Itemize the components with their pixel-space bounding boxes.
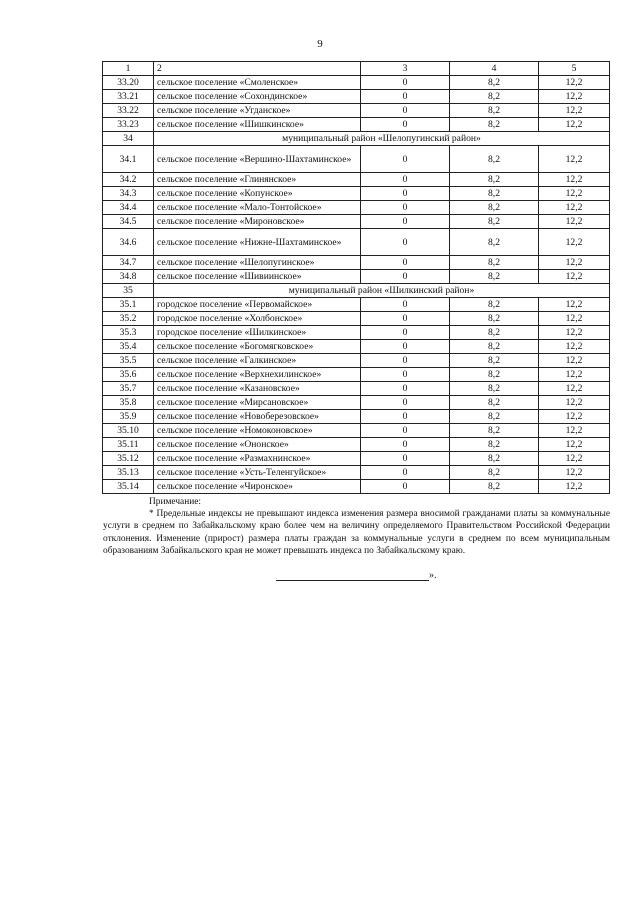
value-col-3: 0	[361, 201, 450, 215]
value-col-3: 0	[361, 90, 450, 104]
settlement-name: городское поселение «Шилкинское»	[154, 326, 361, 340]
value-col-4: 8,2	[450, 76, 539, 90]
value-col-3: 0	[361, 104, 450, 118]
row-number: 33.20	[103, 76, 154, 90]
value-col-5: 12,2	[539, 326, 610, 340]
value-col-3: 0	[361, 452, 450, 466]
value-col-3: 0	[361, 270, 450, 284]
value-col-3: 0	[361, 354, 450, 368]
row-number: 34.7	[103, 256, 154, 270]
table-row	[103, 298, 610, 312]
value-col-5: 12,2	[539, 229, 610, 256]
table-row	[103, 382, 610, 396]
value-col-4: 8,2	[450, 438, 539, 452]
value-col-5: 12,2	[539, 146, 610, 173]
row-number: 35.13	[103, 466, 154, 480]
value-col-3: 0	[361, 424, 450, 438]
row-number: 35.1	[103, 298, 154, 312]
table-row	[103, 480, 610, 494]
value-col-4: 8,2	[450, 173, 539, 187]
value-col-4: 8,2	[450, 104, 539, 118]
district-row	[103, 132, 610, 146]
value-col-4: 8,2	[450, 340, 539, 354]
settlement-name: сельское поселение «Угданское»	[154, 104, 361, 118]
value-col-3: 0	[361, 229, 450, 256]
header-col-3: 3	[361, 62, 450, 76]
value-col-5: 12,2	[539, 173, 610, 187]
table-row	[103, 466, 610, 480]
value-col-5: 12,2	[539, 201, 610, 215]
value-col-3: 0	[361, 187, 450, 201]
value-col-3: 0	[361, 438, 450, 452]
header-col-1: 1	[103, 62, 154, 76]
value-col-5: 12,2	[539, 438, 610, 452]
value-col-3: 0	[361, 326, 450, 340]
settlement-name: сельское поселение «Мирсановское»	[154, 396, 361, 410]
settlement-name: сельское поселение «Казановское»	[154, 382, 361, 396]
settlement-name: сельское поселение «Сохондинское»	[154, 90, 361, 104]
settlement-name: сельское поселение «Копунское»	[154, 187, 361, 201]
value-col-5: 12,2	[539, 382, 610, 396]
value-col-4: 8,2	[450, 424, 539, 438]
table-row	[103, 118, 610, 132]
table-row	[103, 340, 610, 354]
settlement-name: сельское поселение «Шивиинское»	[154, 270, 361, 284]
settlement-name: сельское поселение «Нижне-Шахтаминское»	[154, 229, 361, 256]
value-col-3: 0	[361, 368, 450, 382]
table-row	[103, 312, 610, 326]
value-col-5: 12,2	[539, 256, 610, 270]
district-number: 34	[103, 132, 154, 146]
value-col-3: 0	[361, 215, 450, 229]
settlement-name: сельское поселение «Усть-Теленгуйское»	[154, 466, 361, 480]
table-row	[103, 173, 610, 187]
value-col-4: 8,2	[450, 382, 539, 396]
row-number: 35.12	[103, 452, 154, 466]
settlement-name: сельское поселение «Глинянское»	[154, 173, 361, 187]
value-col-3: 0	[361, 312, 450, 326]
district-row	[103, 284, 610, 298]
table-header-row	[103, 62, 610, 76]
note-label: Примечание:	[149, 497, 202, 507]
value-col-5: 12,2	[539, 298, 610, 312]
value-col-4: 8,2	[450, 354, 539, 368]
row-number: 34.8	[103, 270, 154, 284]
value-col-5: 12,2	[539, 424, 610, 438]
value-col-3: 0	[361, 396, 450, 410]
row-number: 35.14	[103, 480, 154, 494]
table-row	[103, 410, 610, 424]
settlement-name: сельское поселение «Новоберезовское»	[154, 410, 361, 424]
value-col-5: 12,2	[539, 340, 610, 354]
value-col-5: 12,2	[539, 354, 610, 368]
value-col-3: 0	[361, 480, 450, 494]
row-number: 35.8	[103, 396, 154, 410]
value-col-4: 8,2	[450, 368, 539, 382]
closing-line	[276, 570, 437, 581]
table-row	[103, 104, 610, 118]
row-number: 35.3	[103, 326, 154, 340]
settlement-name: сельское поселение «Богомягковское»	[154, 340, 361, 354]
value-col-5: 12,2	[539, 312, 610, 326]
row-number: 35.2	[103, 312, 154, 326]
page-number: 9	[317, 38, 323, 50]
note-block	[103, 496, 610, 557]
table-row	[103, 326, 610, 340]
closing-mark: ».	[429, 570, 437, 581]
row-number: 33.21	[103, 90, 154, 104]
row-number: 35.11	[103, 438, 154, 452]
row-number: 34.5	[103, 215, 154, 229]
value-col-5: 12,2	[539, 76, 610, 90]
value-col-5: 12,2	[539, 410, 610, 424]
value-col-4: 8,2	[450, 187, 539, 201]
table-row	[103, 90, 610, 104]
header-col-5: 5	[539, 62, 610, 76]
settlement-name: сельское поселение «Ононское»	[154, 438, 361, 452]
settlement-name: сельское поселение «Шелопугинское»	[154, 256, 361, 270]
value-col-3: 0	[361, 256, 450, 270]
settlement-name: сельское поселение «Смоленское»	[154, 76, 361, 90]
value-col-5: 12,2	[539, 480, 610, 494]
row-number: 35.7	[103, 382, 154, 396]
settlement-name: сельское поселение «Вершино-Шахтаминское»	[154, 146, 361, 173]
value-col-4: 8,2	[450, 229, 539, 256]
table-row	[103, 146, 610, 173]
note-text: * Предельные индексы не превышают индекса изменения размера вносимой гражданами платы за коммунальные услуги в среднем по Забайкальскому краю более чем на величину определяемого Правительством Российской Федерации отклонения. Изменение (прирост) размера платы граждан за коммунальные услуги в среднем по всем муниципальным образованиям Забайкальского края не может превышать индекса по Забайкальскому краю.	[103, 509, 610, 556]
table-row	[103, 368, 610, 382]
row-number: 34.4	[103, 201, 154, 215]
settlement-name: сельское поселение «Верхнехилинское»	[154, 368, 361, 382]
value-col-5: 12,2	[539, 368, 610, 382]
settlement-name: сельское поселение «Номоконовское»	[154, 424, 361, 438]
value-col-4: 8,2	[450, 298, 539, 312]
table-row	[103, 76, 610, 90]
value-col-3: 0	[361, 146, 450, 173]
value-col-4: 8,2	[450, 466, 539, 480]
row-number: 33.22	[103, 104, 154, 118]
value-col-5: 12,2	[539, 466, 610, 480]
value-col-4: 8,2	[450, 118, 539, 132]
value-col-5: 12,2	[539, 452, 610, 466]
row-number: 35.4	[103, 340, 154, 354]
value-col-3: 0	[361, 466, 450, 480]
table-row	[103, 229, 610, 256]
value-col-4: 8,2	[450, 90, 539, 104]
settlement-name: сельское поселение «Шишкинское»	[154, 118, 361, 132]
settlement-name: сельское поселение «Галкинское»	[154, 354, 361, 368]
table-row	[103, 215, 610, 229]
table-row	[103, 438, 610, 452]
value-col-3: 0	[361, 173, 450, 187]
value-col-3: 0	[361, 298, 450, 312]
row-number: 35.10	[103, 424, 154, 438]
value-col-4: 8,2	[450, 396, 539, 410]
row-number: 35.9	[103, 410, 154, 424]
settlement-name: сельское поселение «Мало-Тонтойское»	[154, 201, 361, 215]
value-col-5: 12,2	[539, 396, 610, 410]
row-number: 34.2	[103, 173, 154, 187]
value-col-5: 12,2	[539, 270, 610, 284]
value-col-5: 12,2	[539, 187, 610, 201]
value-col-4: 8,2	[450, 480, 539, 494]
value-col-4: 8,2	[450, 452, 539, 466]
header-col-2: 2	[154, 62, 361, 76]
row-number: 34.6	[103, 229, 154, 256]
district-number: 35	[103, 284, 154, 298]
table-body	[103, 62, 610, 494]
value-col-4: 8,2	[450, 215, 539, 229]
value-col-5: 12,2	[539, 104, 610, 118]
value-col-3: 0	[361, 118, 450, 132]
row-number: 35.5	[103, 354, 154, 368]
row-number: 35.6	[103, 368, 154, 382]
settlement-name: городское поселение «Первомайское»	[154, 298, 361, 312]
value-col-5: 12,2	[539, 118, 610, 132]
settlement-name: городское поселение «Холбонское»	[154, 312, 361, 326]
table-row	[103, 424, 610, 438]
value-col-4: 8,2	[450, 312, 539, 326]
row-number: 34.3	[103, 187, 154, 201]
district-name: муниципальный район «Шилкинский район»	[154, 284, 610, 298]
value-col-5: 12,2	[539, 90, 610, 104]
value-col-4: 8,2	[450, 256, 539, 270]
value-col-3: 0	[361, 410, 450, 424]
settlement-name: сельское поселение «Мироновское»	[154, 215, 361, 229]
table-row	[103, 354, 610, 368]
value-col-4: 8,2	[450, 146, 539, 173]
value-col-4: 8,2	[450, 270, 539, 284]
table-row	[103, 256, 610, 270]
value-col-4: 8,2	[450, 201, 539, 215]
row-number: 33.23	[103, 118, 154, 132]
row-number: 34.1	[103, 146, 154, 173]
value-col-3: 0	[361, 340, 450, 354]
table-row	[103, 452, 610, 466]
table-row	[103, 201, 610, 215]
value-col-4: 8,2	[450, 326, 539, 340]
settlement-name: сельское поселение «Размахнинское»	[154, 452, 361, 466]
value-col-5: 12,2	[539, 215, 610, 229]
settlement-name: сельское поселение «Чиронское»	[154, 480, 361, 494]
indices-table	[102, 61, 610, 494]
value-col-3: 0	[361, 76, 450, 90]
table-row	[103, 270, 610, 284]
header-col-4: 4	[450, 62, 539, 76]
district-name: муниципальный район «Шелопугинский район»	[154, 132, 610, 146]
value-col-3: 0	[361, 382, 450, 396]
table-row	[103, 396, 610, 410]
signature-line	[276, 571, 429, 581]
value-col-4: 8,2	[450, 410, 539, 424]
table-row	[103, 187, 610, 201]
